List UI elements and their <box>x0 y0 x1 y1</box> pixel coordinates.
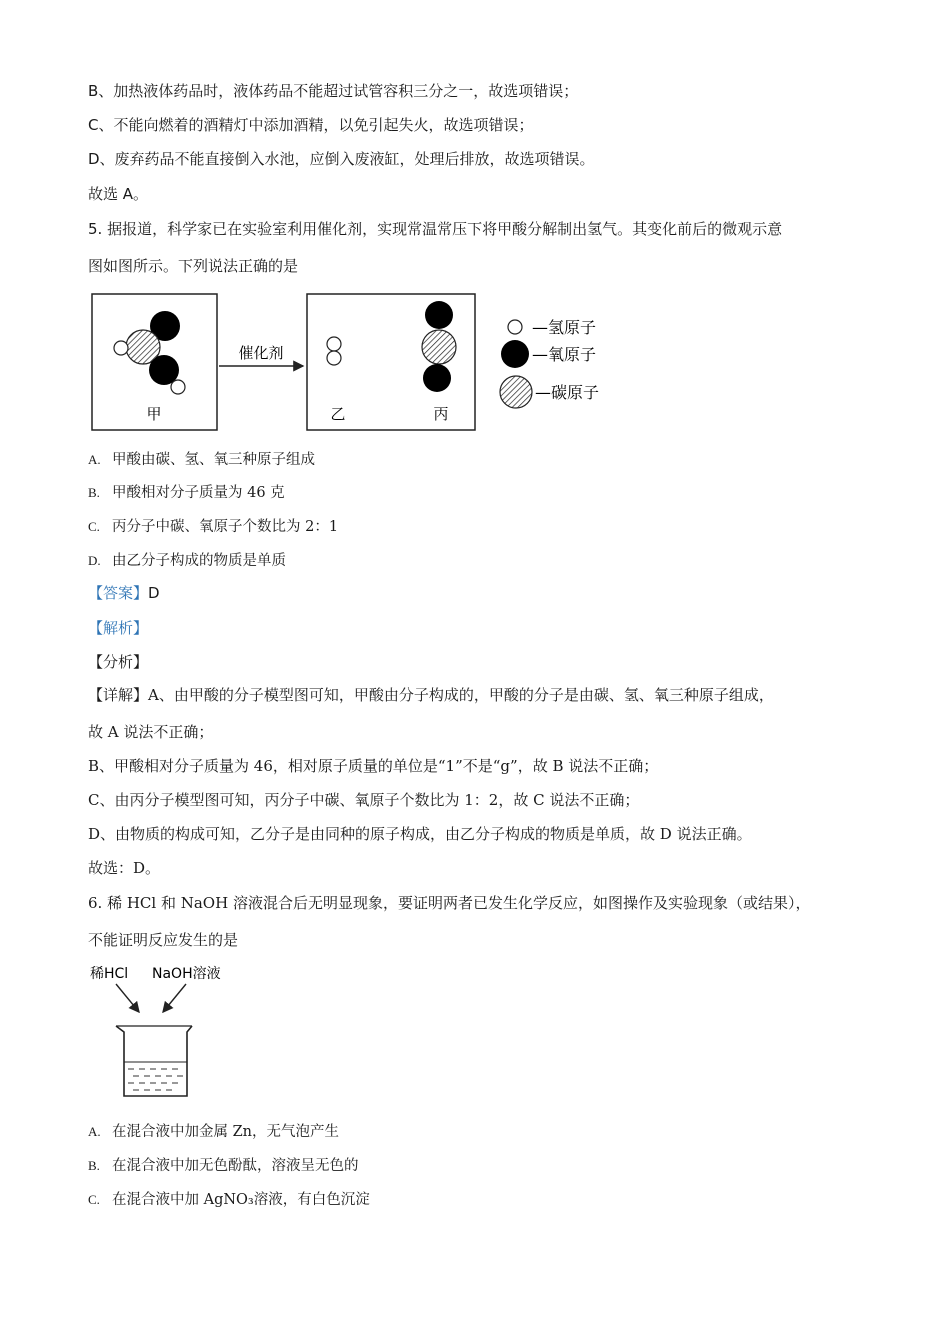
legend <box>500 318 599 408</box>
q5-option-c[interactable]: C. 丙分子中碳、氧原子个数比为 2：1 <box>88 519 339 535</box>
q5-option-b[interactable]: B. 甲酸相对分子质量为 46 克 <box>88 485 285 501</box>
carbon-atom-icon <box>500 376 532 408</box>
hydrogen-molecule <box>327 337 341 365</box>
analysis-line-b: B、加热液体药品时，液体药品不能超过试管容积三分之一，故选项错误； <box>88 82 579 100</box>
catalyst-label: 催化剂 <box>238 344 284 362</box>
q5-option-a[interactable]: A. 甲酸由碳、氢、氧三种原子组成 <box>88 452 315 468</box>
detail-line-3: B、甲酸相对分子质量为 46，相对原子质量的单位是“1”不是“g”，故 B 说法不正确； <box>88 757 659 775</box>
fenxi-tag: 【分析】 <box>88 653 149 671</box>
detail-line-1: 【详解】A、由甲酸的分子模型图可知，甲酸由分子构成的，甲酸的分子是由碳、氢、氧三种原子组成， <box>88 686 774 704</box>
label-yi: 乙 <box>330 405 346 423</box>
beaker-diagram <box>88 960 248 1102</box>
molecule-diagram <box>88 288 628 434</box>
q6-stem-line1: 6. 稀 HCl 和 NaOH 溶液混合后无明显现象，要证明两者已发生化学反应，如图操作及实验现象（或结果）， <box>88 894 811 912</box>
analysis-line-d: D、废弃药品不能直接倒入水池，应倒入废液缸，处理后排放，故选项错误。 <box>88 150 595 168</box>
q5-option-d[interactable]: D. 由乙分子构成的物质是单质 <box>88 553 286 569</box>
legend-oxygen: —氧原子 <box>532 345 597 364</box>
q6-stem-line2: 不能证明反应发生的是 <box>88 931 239 949</box>
detail-line-5: D、由物质的构成可知，乙分子是由同种的原子构成，由乙分子构成的物质是单质，故 D 说法正确。 <box>88 825 752 843</box>
arrow-right <box>163 984 186 1012</box>
label-naoh: NaOH溶液 <box>152 966 221 982</box>
beaker-icon <box>116 1026 192 1096</box>
label-jia: 甲 <box>146 405 162 423</box>
label-bing: 丙 <box>433 405 449 423</box>
answer-choice-line: 故选 A。 <box>88 185 149 203</box>
formic-acid-molecule <box>114 311 185 394</box>
arrow-left <box>116 984 139 1012</box>
q5-stem-line2: 图如图所示。下列说法正确的是 <box>88 257 299 275</box>
carbon-dioxide-molecule <box>422 301 456 392</box>
q6-option-c[interactable]: C. 在混合液中加 AgNO₃溶液，有白色沉淀 <box>88 1192 370 1208</box>
label-hcl: 稀HCl <box>90 966 129 982</box>
oxygen-atom-icon <box>501 340 529 368</box>
q5-answer: 【答案】D <box>88 584 160 602</box>
analysis-line-c: C、不能向燃着的酒精灯中添加酒精，以免引起失火，故选项错误； <box>88 116 534 134</box>
detail-line-2: 故 A 说法不正确； <box>88 723 214 741</box>
detail-line-4: C、由丙分子模型图可知，丙分子中碳、氧原子个数比为 1：2，故 C 说法不正确； <box>88 791 640 809</box>
q5-stem-line1: 5. 据报道，科学家已在实验室利用催化剂，实现常温常压下将甲酸分解制出氢气。其变化前后的微观示意 <box>88 220 783 238</box>
legend-carbon: —碳原子 <box>535 383 600 402</box>
analysis-tag: 【解析】 <box>88 619 149 637</box>
hydrogen-atom-icon <box>508 320 522 334</box>
legend-hydrogen: —氢原子 <box>532 318 597 337</box>
q6-option-b[interactable]: B. 在混合液中加无色酚酞，溶液呈无色的 <box>88 1158 359 1174</box>
answer-tag: 【答案】 <box>88 584 149 602</box>
q6-option-a[interactable]: A. 在混合液中加金属 Zn，无气泡产生 <box>88 1124 340 1140</box>
q5-choice: 故选：D。 <box>88 859 161 877</box>
